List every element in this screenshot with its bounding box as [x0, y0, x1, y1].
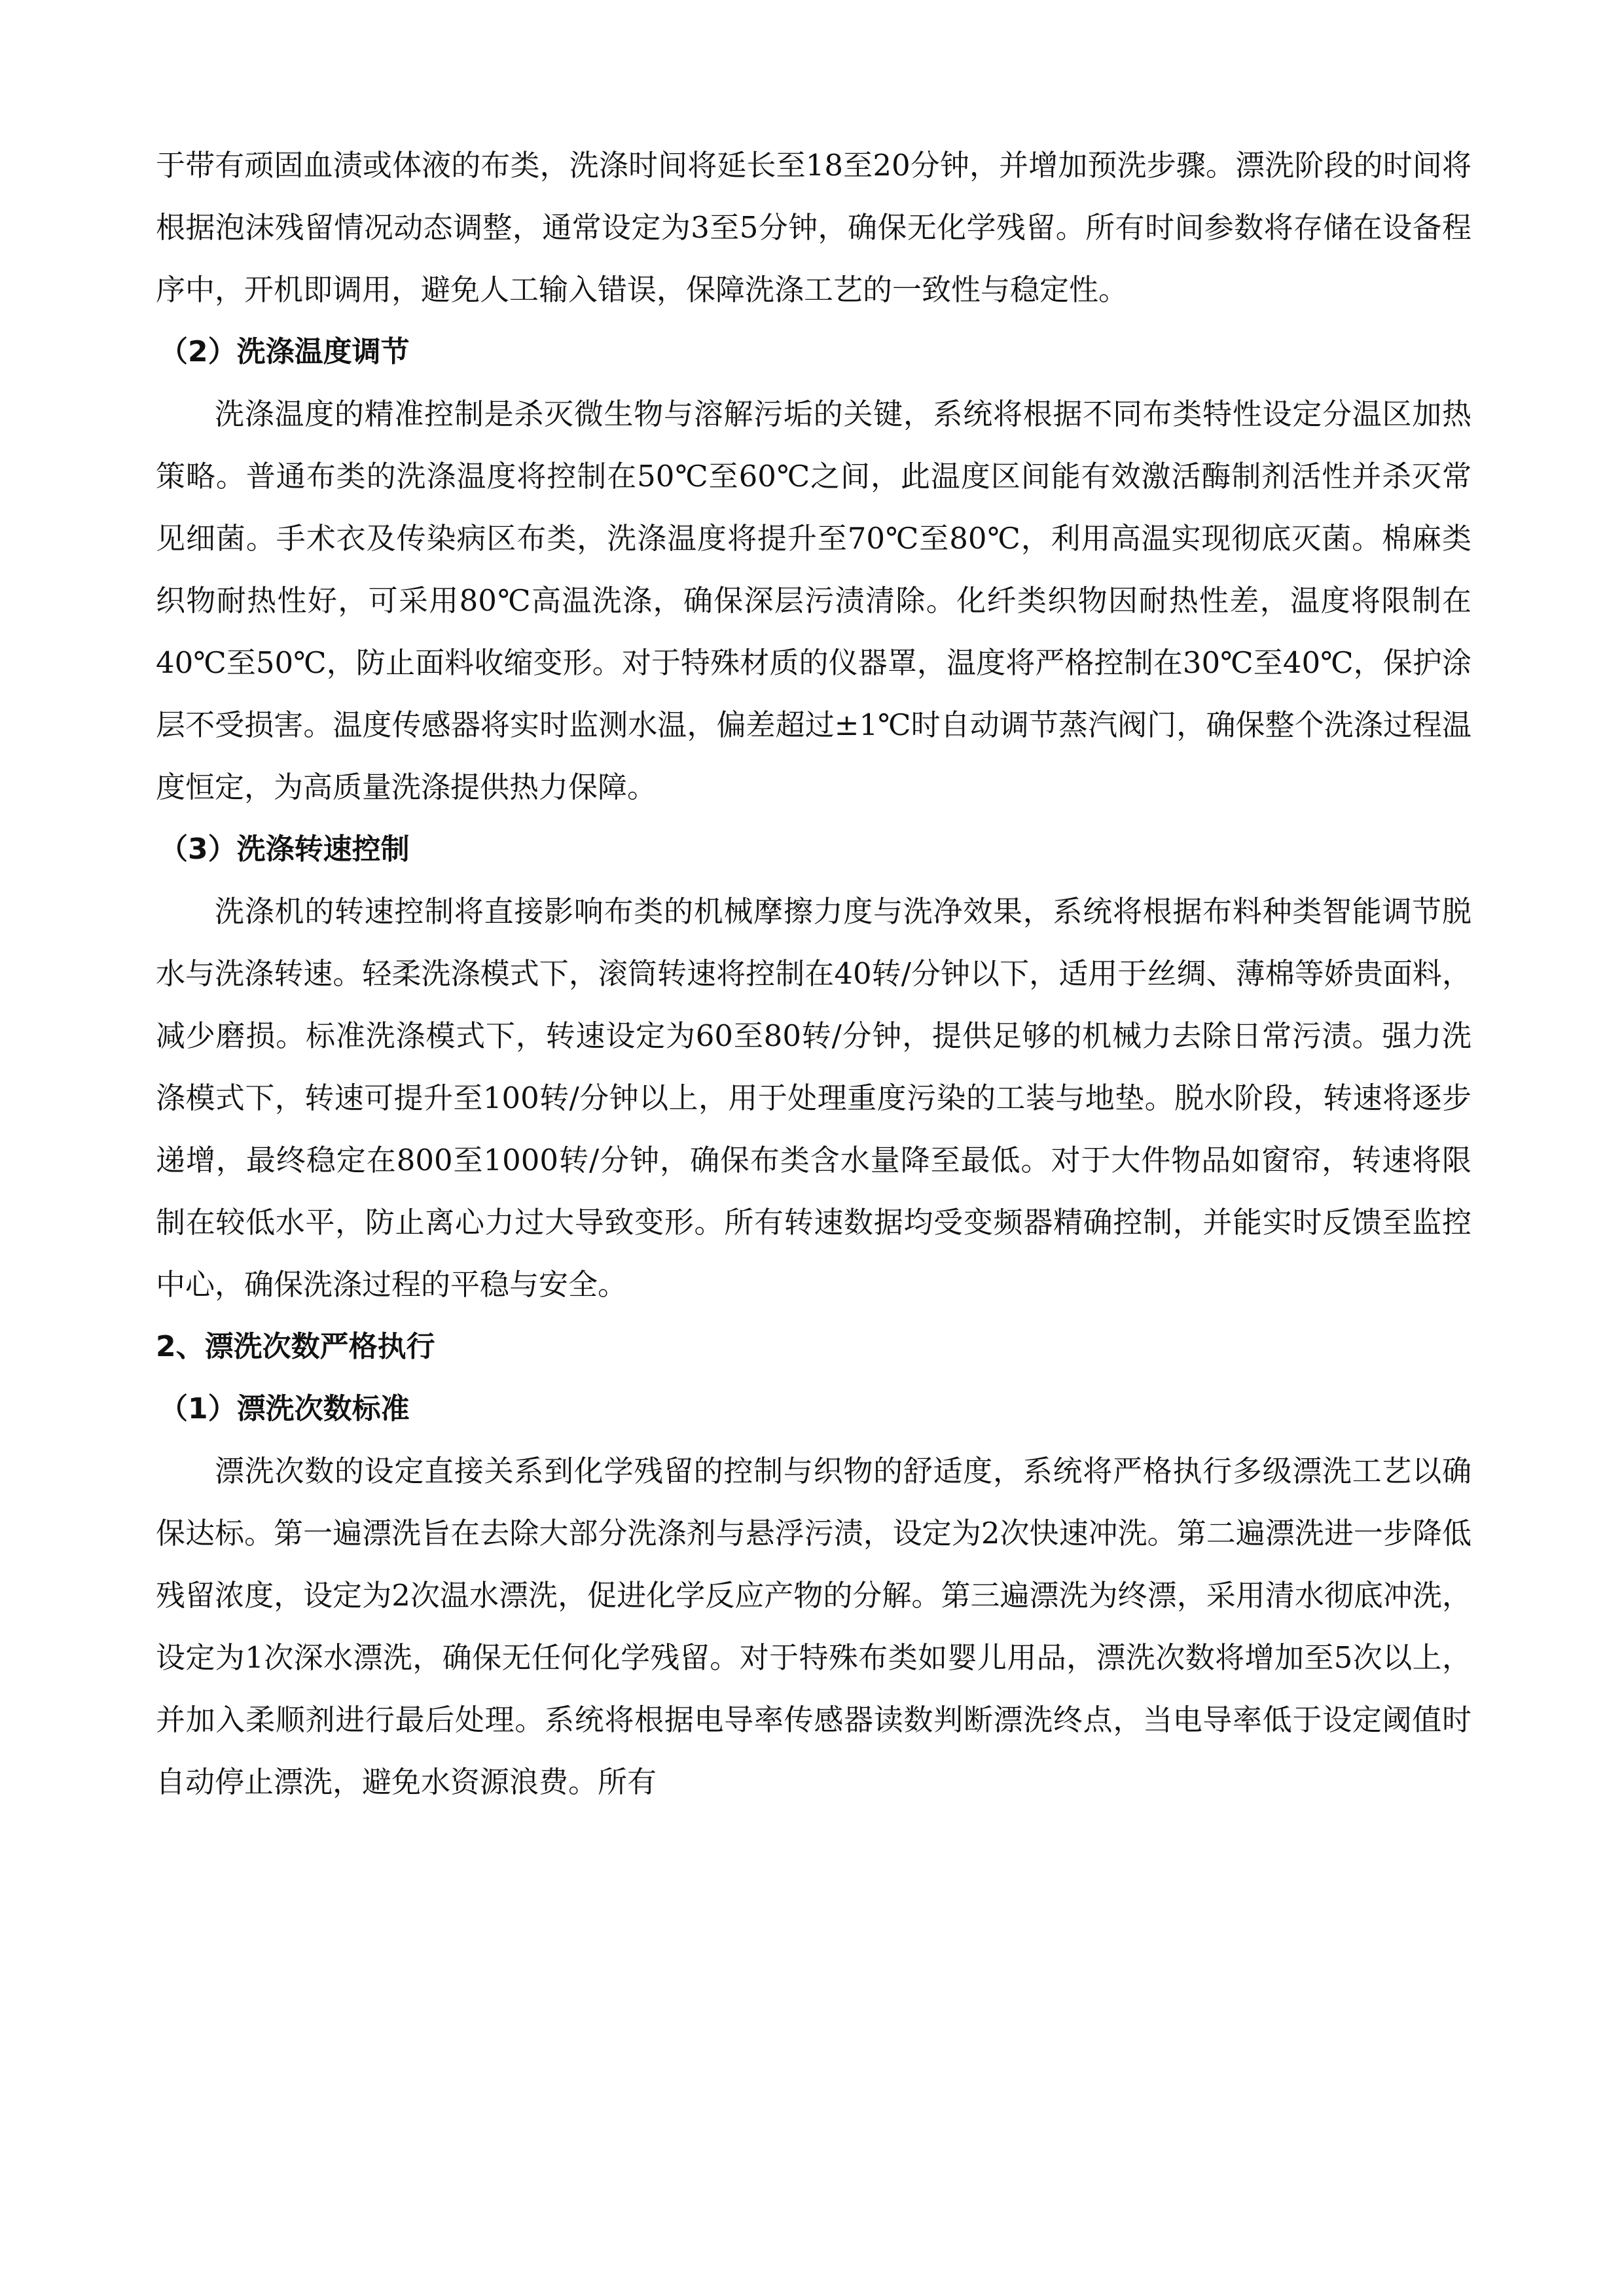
heading-temperature: （2）洗涤温度调节 [159, 335, 410, 368]
document-body [156, 134, 1471, 1813]
heading-rinse-standard: （1）漂洗次数标准 [159, 1392, 410, 1426]
heading-speed: （3）洗涤转速控制 [159, 833, 410, 866]
paragraph-speed: 洗涤机的转速控制将直接影响布类的机械摩擦力度与洗净效果，系统将根据布料种类智能调节脱水与洗涤转速。轻柔洗涤模式下，滚筒转速将控制在40转/分钟以下，适用于丝绸、薄棉等娇贵面料，减少磨损。标准洗涤模式下，转速设定为60至80转/分钟，提供足够的机械力去除日常污渍。强力洗涤模式下，转速可提升至100转/分钟以上，用于处理重度污染的工装与地垫。脱水阶段，转速将逐步递增，最终稳定在800至1000转/分钟，确保布类含水量降至最低。对于大件物品如窗帘，转速将限制在较低水平，防止离心力过大导致变形。所有转速数据均受变频器精确控制，并能实时反馈至监控中心，确保洗涤过程的平稳与安全。 [156, 894, 1471, 1302]
heading-rinse-section: 2、漂洗次数严格执行 [156, 1330, 435, 1363]
paragraph-temperature: 洗涤温度的精准控制是杀灭微生物与溶解污垢的关键，系统将根据不同布类特性设定分温区加热策略。普通布类的洗涤温度将控制在50℃至60℃之间，此温度区间能有效激活酶制剂活性并杀灭常见细菌。手术衣及传染病区布类，洗涤温度将提升至70℃至80℃，利用高温实现彻底灭菌。棉麻类织物耐热性好，可采用80℃高温洗涤，确保深层污渍清除。化纤类织物因耐热性差，温度将限制在40℃至50℃，防止面料收缩变形。对于特殊材质的仪器罩，温度将严格控制在30℃至40℃，保护涂层不受损害。温度传感器将实时监测水温，偏差超过±1℃时自动调节蒸汽阀门，确保整个洗涤过程温度恒定，为高质量洗涤提供热力保障。 [156, 397, 1471, 804]
paragraph-time-continued: 于带有顽固血渍或体液的布类，洗涤时间将延长至18至20分钟，并增加预洗步骤。漂洗阶段的时间将根据泡沫残留情况动态调整，通常设定为3至5分钟，确保无化学残留。所有时间参数将存储在设备程序中，开机即调用，避免人工输入错误，保障洗涤工艺的一致性与稳定性。 [156, 148, 1471, 307]
paragraph-rinse: 漂洗次数的设定直接关系到化学残留的控制与织物的舒适度，系统将严格执行多级漂洗工艺以确保达标。第一遍漂洗旨在去除大部分洗涤剂与悬浮污渍，设定为2次快速冲洗。第二遍漂洗进一步降低残留浓度，设定为2次温水漂洗，促进化学反应产物的分解。第三遍漂洗为终漂，采用清水彻底冲洗，设定为1次深水漂洗，确保无任何化学残留。对于特殊布类如婴儿用品，漂洗次数将增加至5次以上，并加入柔顺剂进行最后处理。系统将根据电导率传感器读数判断漂洗终点，当电导率低于设定阈值时自动停止漂洗，避免水资源浪费。所有 [156, 1454, 1471, 1799]
